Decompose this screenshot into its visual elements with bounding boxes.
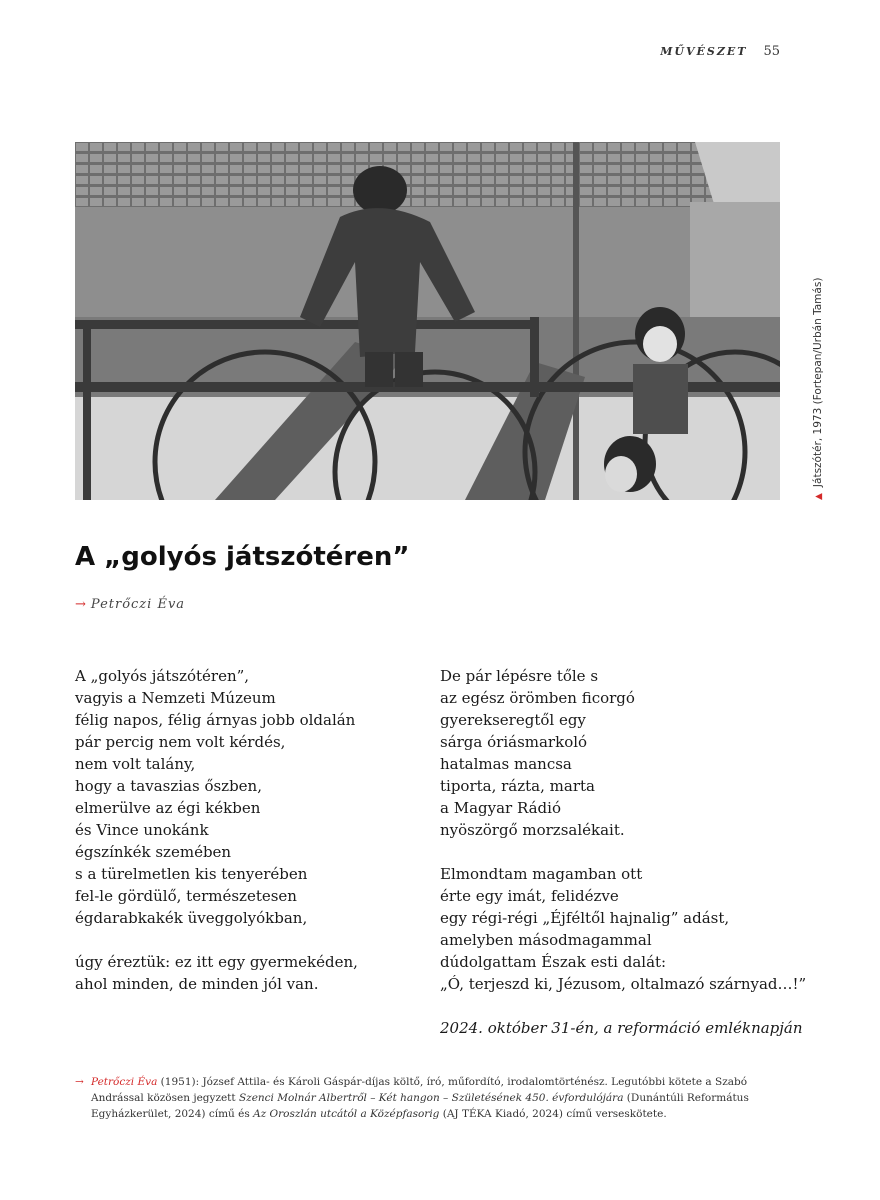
- poem-line: „Ó, terjeszd ki, Jézusom, oltalmazó szárnyad…!”: [440, 975, 807, 993]
- poem-line: az egész örömben ficorgó: [440, 689, 635, 707]
- poem-line: A „golyós játszótéren”,: [75, 667, 250, 685]
- stanza: [440, 863, 807, 995]
- stanza: [440, 665, 800, 841]
- running-header: [660, 44, 780, 59]
- author-name: Petrőczi Éva: [90, 597, 186, 612]
- poem-line: egy régi-régi „Éjféltől hajnalig” adást,: [440, 909, 730, 927]
- poem-line: fel-le gördülő, természetesen: [75, 887, 297, 905]
- poem-line: dúdolgattam Észak esti dalát:: [440, 953, 667, 971]
- poem-column-right: [440, 665, 807, 1017]
- poem-line: ahol minden, de minden jól van.: [75, 975, 319, 993]
- photo-caption: [812, 278, 824, 500]
- poem-column-left: [75, 665, 405, 1017]
- poem-line: vagyis a Nemzeti Múzeum: [75, 689, 276, 707]
- stanza: [75, 665, 405, 929]
- author-footnote: [75, 1074, 780, 1122]
- poem-line: sárga óriásmarkoló: [440, 733, 588, 751]
- poem-line: pár percig nem volt kérdés,: [75, 733, 286, 751]
- section-label: MŰVÉSZET: [660, 45, 748, 58]
- poem-line: úgy éreztük: ez itt egy gyermekéden,: [75, 953, 358, 971]
- footnote-segment: (Dunántúli Református Egyházkerület, 2024) című és: [91, 1092, 749, 1120]
- book-title: Az Oroszlán utcától a Középfasorig: [253, 1108, 440, 1120]
- poem-line: elmerülve az égi kékben: [75, 799, 261, 817]
- poem-line: De pár lépésre tőle s: [440, 667, 599, 685]
- poem-line: tiporta, rázta, marta: [440, 777, 595, 795]
- poem-line: és Vince unokánk: [75, 821, 209, 839]
- poem-line: amelyben másodmagammal: [440, 931, 652, 949]
- stanza: [75, 951, 405, 995]
- page-number: 55: [763, 44, 780, 59]
- poem-line: hatalmas mancsa: [440, 755, 572, 773]
- poem-line: égdarabkakék üveggolyókban,: [75, 909, 308, 927]
- poem-line: a Magyar Rádió: [440, 799, 561, 817]
- poem-line: nyöszörgő morzsalékait.: [440, 821, 625, 839]
- arrow-icon: →: [75, 1076, 84, 1088]
- poem-line: nem volt talány,: [75, 755, 196, 773]
- poem-line: hogy a tavaszias őszben,: [75, 777, 262, 795]
- poem-line: égszínkék szemében: [75, 843, 232, 861]
- poem-line: s a türelmetlen kis tenyerében: [75, 865, 308, 883]
- book-title: Szenci Molnár Albertről – Két hangon – Születésének 450. évfordulójára: [238, 1092, 624, 1104]
- poem-line: érte egy imát, felidézve: [440, 887, 619, 905]
- arrow-icon: →: [75, 597, 87, 612]
- footnote-author: Petrőczi Éva: [91, 1076, 158, 1088]
- caption-text: Játszótér, 1973 (Fortepan/Urbán Tamás): [812, 277, 824, 488]
- poem-line: gyerekseregtől egy: [440, 711, 586, 729]
- author-line: [75, 597, 185, 612]
- footnote-segment: (AJ TÉKA Kiadó, 2024) című verseskötete.: [439, 1108, 667, 1120]
- poem-dateline: 2024. október 31-én, a reformáció emléknapján: [440, 1019, 803, 1037]
- footnote-text: [91, 1074, 780, 1122]
- caption-triangle-icon: ▲: [814, 493, 824, 500]
- footnote-segment: (1951): József Attila- és Károli Gáspár-díjas költő, író, műfordító, irodalomtörténész. Legutóbbi kötete a Szabó Andrással közösen jegyzett: [91, 1076, 748, 1104]
- playground-photo: [75, 142, 780, 500]
- article-title: A „golyós játszótéren”: [75, 542, 410, 572]
- poem-line: Elmondtam magamban ott: [440, 865, 643, 883]
- poem-line: félig napos, félig árnyas jobb oldalán: [75, 711, 356, 729]
